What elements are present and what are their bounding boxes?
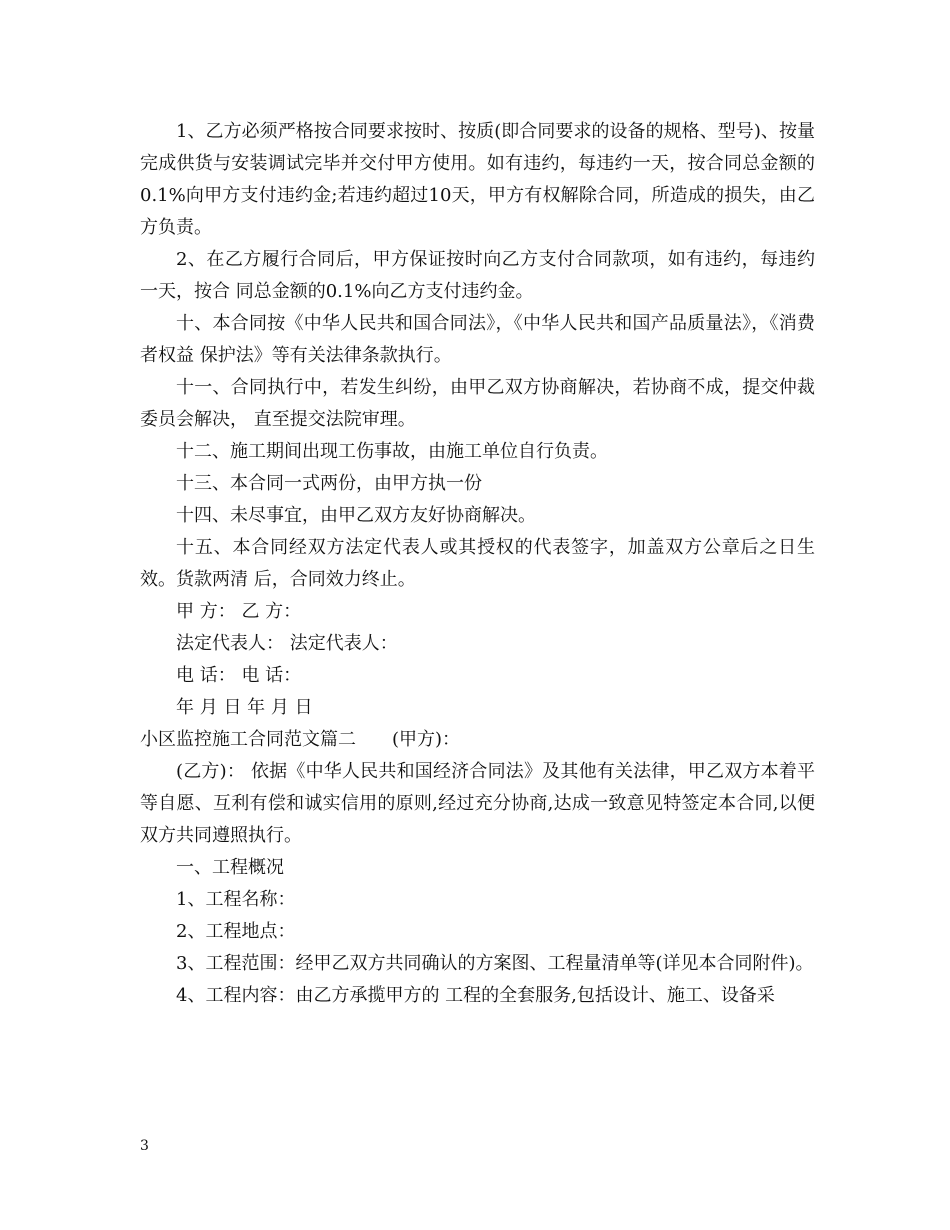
document-body [140, 116, 815, 1012]
section-heading: 小区监控施工合同范文篇二 (甲方)： [140, 729, 461, 750]
page-number: 3 [140, 1138, 149, 1154]
paragraph: 十二、施工期间出现工伤事故，由施工单位自行负责。 [176, 441, 608, 462]
paragraph: 十五、本合同经双方法定代表人或其授权的代表签字，加盖双方公章后之日生效。货款两清 后，合同效力终止。 [140, 537, 815, 590]
signature-line-date: 年 月 日 年 月 日 [176, 697, 313, 718]
paragraph: 十三、本合同一式两份，由甲方执一份 [176, 473, 482, 494]
paragraph: 2、在乙方履行合同后，甲方保证按时向乙方支付合同款项，如有违约，每违约一天，按合 同总金额的0.1%向乙方支付违约金。 [140, 249, 815, 302]
paragraph: 1、工程名称： [176, 889, 296, 910]
paragraph: 十四、未尽事宜，由甲乙双方友好协商解决。 [176, 505, 536, 526]
signature-line-representative: 法定代表人： 法定代表人： [176, 633, 398, 654]
paragraph: 1、乙方必须严格按合同要求按时、按质(即合同要求的设备的规格、型号)、按量完成供货与安装调试完毕并交付甲方使用。如有违约，每违约一天，按合同总金额的0.1%向甲方支付违约金;若违约超过10天，甲方有权解除合同，所造成的损失，由乙方负责。 [140, 121, 815, 238]
signature-line-phone: 电 话： 电 话： [176, 665, 302, 686]
paragraph: (乙方)： 依据《中华人民共和国经济合同法》及其他有关法律，甲乙双方本着平等自愿、互利有偿和诚实信用的原则,经过充分协商,达成一致意见特签定本合同,以便双方共同遵照执行。 [140, 761, 815, 846]
paragraph: 2、工程地点： [176, 921, 296, 942]
paragraph: 十一、合同执行中，若发生纠纷，由甲乙双方协商解决，若协商不成，提交仲裁委员会解决， 直至提交法院审理。 [140, 377, 815, 430]
paragraph: 4、工程内容：由乙方承揽甲方的 工程的全套服务,包括设计、施工、设备采 [176, 985, 775, 1006]
signature-line-party: 甲 方： 乙 方： [176, 601, 302, 622]
paragraph: 十、本合同按《中华人民共和国合同法》，《中华人民共和国产品质量法》，《消费者权益 保护法》等有关法律条款执行。 [140, 313, 815, 366]
paragraph: 3、工程范围：经甲乙双方共同确认的方案图、工程量清单等(详见本合同附件)。 [176, 953, 814, 974]
paragraph: 一、工程概况 [176, 857, 284, 878]
